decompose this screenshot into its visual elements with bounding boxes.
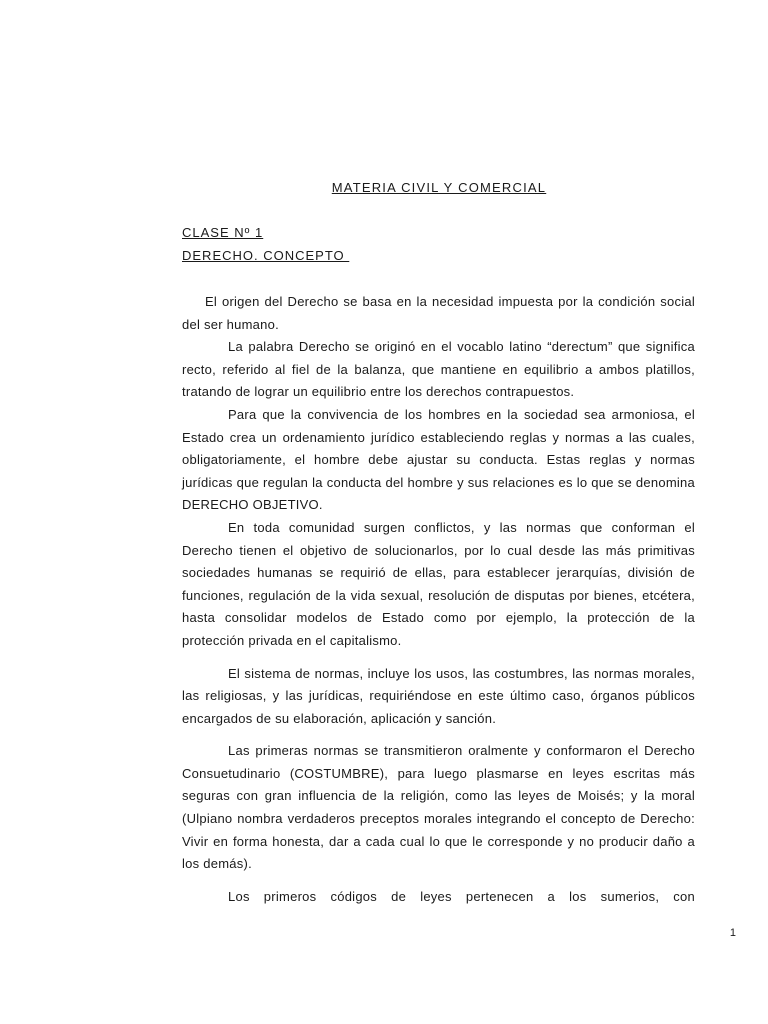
subject-heading: DERECHO. CONCEPTO <box>182 248 350 263</box>
document-title: MATERIA CIVIL Y COMERCIAL <box>331 180 547 195</box>
paragraph: Las primeras normas se transmitieron oralmente y conformaron el Derecho Consuetudinario (COSTUMBRE), para luego plasmarse en leyes escritas más seguras con gran influencia de la religión, como las leyes de Moisés; y la moral (Ulpiano nombra verdaderos preceptos morales integrando el concepto de Derecho: Vivir en forma honesta, dar a cada cual lo que le corresponde y no producir daño a los demás). <box>182 743 695 872</box>
paragraph: La palabra Derecho se originó en el vocablo latino “derectum” que significa recto, referido al fiel de la balanza, que mantiene en equilibrio a ambos platillos, tratando de lograr un equilibrio entre los derechos contrapuestos. <box>182 339 695 400</box>
page-number: 1 <box>729 927 736 939</box>
paragraph: El origen del Derecho se basa en la necesidad impuesta por la condición social del ser humano. <box>182 294 695 332</box>
paragraph: El sistema de normas, incluye los usos, las costumbres, las normas morales, las religiosas, y las jurídicas, requiriéndose en este último caso, órganos públicos encargados de su elaboración, aplicación y sanción. <box>182 665 695 726</box>
paragraph: Para que la convivencia de los hombres en la sociedad sea armoniosa, el Estado crea un ordenamiento jurídico estableciendo reglas y normas a las cuales, obligatoriamente, el hombre debe ajustar su conducta. Estas reglas y normas jurídicas que regulan la conducta del hombre y sus relaciones es lo que se denomina DERECHO OBJETIVO. <box>182 406 695 513</box>
paragraph: En toda comunidad surgen conflictos, y las normas que conforman el Derecho tienen el objetivo de solucionarlos, por lo cual desde las más primitivas sociedades humanas se requirió de ellas, para establecer jerarquías, división de funciones, regulación de la vida sexual, resolución de disputas por bienes, etcétera, hasta consolidar modelos de Estado como por ejemplo, la protección de la protección privada en el capitalismo. <box>182 519 695 648</box>
paragraph: Los primeros códigos de leyes pertenecen a los sumerios, con <box>228 888 695 904</box>
document-body <box>182 291 695 908</box>
class-heading: CLASE Nº 1 <box>182 225 264 240</box>
